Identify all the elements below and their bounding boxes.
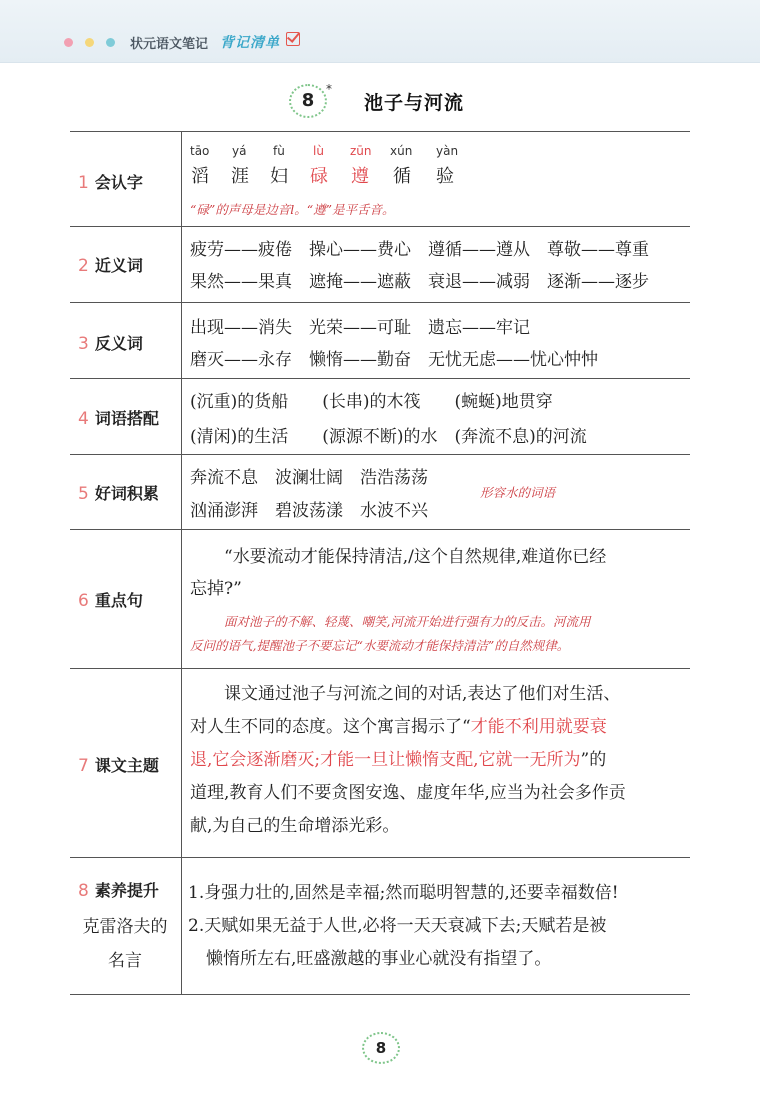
section-number: 4 — [78, 409, 89, 429]
header-subtitle: 背记清单 — [220, 35, 280, 51]
pinyin: tāo — [190, 144, 210, 158]
pinyin: yá — [232, 144, 247, 158]
theme-text: 对人生不同的态度。这个寓言揭示了“ — [190, 717, 471, 737]
collocation-line: (沉重)的货船 (长串)的木筏 (蜿蜒)地贯穿 — [190, 392, 553, 412]
dot-teal — [106, 38, 115, 47]
collocation-line: (清闲)的生活 (源源不断)的水 (奔流不息)的河流 — [190, 427, 587, 447]
section-number: 6 — [78, 591, 89, 611]
key-sentence-line: “水要流动才能保持清洁,/这个自然规律,难道你已经 — [224, 547, 607, 567]
annotation-note: 面对池子的不解、轻蔑、嘲笑,河流开始进行强有力的反击。河流用 — [224, 614, 591, 629]
quote-author: 克雷洛夫的 — [82, 917, 168, 937]
pinyin: lù — [313, 144, 324, 158]
brand-name: 状元语文笔记 — [130, 37, 209, 52]
character: 妇 — [270, 166, 288, 187]
section-good-words — [70, 454, 690, 530]
word-line: 奔流不息 波澜壮阔 浩浩荡荡 — [190, 468, 428, 488]
section-label — [70, 227, 182, 303]
lesson-number-badge: 8 — [289, 84, 327, 118]
synonym-line: 果然——果真 遮掩——遮蔽 衰退——减弱 逐渐——逐步 — [190, 272, 649, 292]
theme-line: 道理,教育人们不要贪图安逸、虚度年华,应当为社会多作贡 — [190, 783, 626, 803]
section-label-text: 素养提升 — [94, 881, 159, 900]
section-number: 8 — [78, 881, 89, 901]
annotation-note: 形容水的词语 — [480, 485, 556, 500]
quote-line: 懒惰所左右,旺盛激越的事业心就没有指望了。 — [206, 949, 552, 969]
character: 涯 — [231, 166, 249, 187]
page-title: 池子与河流 — [364, 92, 465, 114]
antonym-line: 出现——消失 光荣——可耻 遗忘——牢记 — [190, 318, 530, 338]
theme-highlight: 退,它会逐渐磨灭;才能一旦让懒惰支配,它就一无所为 — [190, 750, 581, 770]
quote-author-suffix: 名言 — [108, 951, 142, 971]
section-synonyms — [70, 226, 690, 303]
character: 循 — [393, 166, 411, 187]
dot-yellow — [85, 38, 94, 47]
theme-line: 献,为自己的生命增添光彩。 — [190, 816, 400, 836]
section-antonyms — [70, 302, 690, 379]
lesson-star: * — [326, 82, 332, 96]
quote-line: 2.天赋如果无益于人世,必将一天天衰减下去;天赋若是被 — [188, 916, 607, 936]
checkmark-icon — [286, 32, 300, 46]
page-number: 8 — [362, 1032, 400, 1064]
pinyin: yàn — [436, 144, 459, 158]
section-label — [70, 379, 182, 455]
section-recognize-chars — [70, 131, 690, 227]
section-label-text: 会认字 — [94, 173, 143, 192]
theme-line — [190, 745, 606, 770]
character: 滔 — [191, 166, 209, 187]
section-label — [70, 303, 182, 379]
section-number: 3 — [78, 334, 89, 354]
section-label-text: 课文主题 — [94, 756, 159, 775]
dot-pink — [64, 38, 73, 47]
section-label — [70, 858, 182, 994]
theme-line — [190, 712, 607, 737]
section-label-text: 好词积累 — [94, 484, 159, 503]
antonym-line: 磨灭——永存 懒惰——勤奋 无忧无虑——忧心忡忡 — [190, 350, 598, 370]
section-key-sentence — [70, 529, 690, 669]
header-dots — [64, 38, 115, 47]
key-sentence-line: 忘掉?” — [190, 579, 242, 599]
section-number: 5 — [78, 484, 89, 504]
character: 碌 — [310, 166, 328, 187]
theme-text: ”的 — [580, 750, 607, 770]
annotation-note: “碌”的声母是边音l。“遵”是平舌音。 — [190, 202, 395, 217]
pinyin: xún — [390, 144, 413, 158]
section-label-text: 反义词 — [94, 334, 143, 353]
character: 遵 — [351, 166, 369, 187]
theme-highlight: 才能不利用就要衰 — [470, 717, 607, 737]
header-band — [0, 0, 760, 63]
section-number: 1 — [78, 173, 89, 193]
section-label-text: 近义词 — [94, 256, 143, 275]
synonym-line: 疲劳——疲倦 操心——费心 遵循——遵从 尊敬——尊重 — [190, 240, 649, 260]
section-theme — [70, 668, 690, 858]
annotation-note: 反问的语气,提醒池子不要忘记“水要流动才能保持清洁”的自然规律。 — [190, 638, 570, 653]
section-label — [70, 530, 182, 669]
section-number: 7 — [78, 756, 89, 776]
section-label — [70, 455, 182, 530]
pinyin: zūn — [350, 144, 372, 158]
word-line: 汹涌澎湃 碧波荡漾 水波不兴 — [190, 501, 428, 521]
character: 验 — [436, 166, 454, 187]
section-collocations — [70, 378, 690, 455]
section-label — [70, 669, 182, 858]
pinyin: fù — [273, 144, 285, 158]
section-number: 2 — [78, 256, 89, 276]
quote-line: 1.身强力壮的,固然是幸福;然而聪明智慧的,还要幸福数倍! — [188, 883, 619, 903]
section-literacy — [70, 857, 690, 995]
section-label-text: 词语搭配 — [94, 409, 159, 428]
theme-line: 课文通过池子与河流之间的对话,表达了他们对生活、 — [224, 684, 621, 704]
section-label — [70, 132, 182, 227]
section-label-text: 重点句 — [94, 591, 143, 610]
